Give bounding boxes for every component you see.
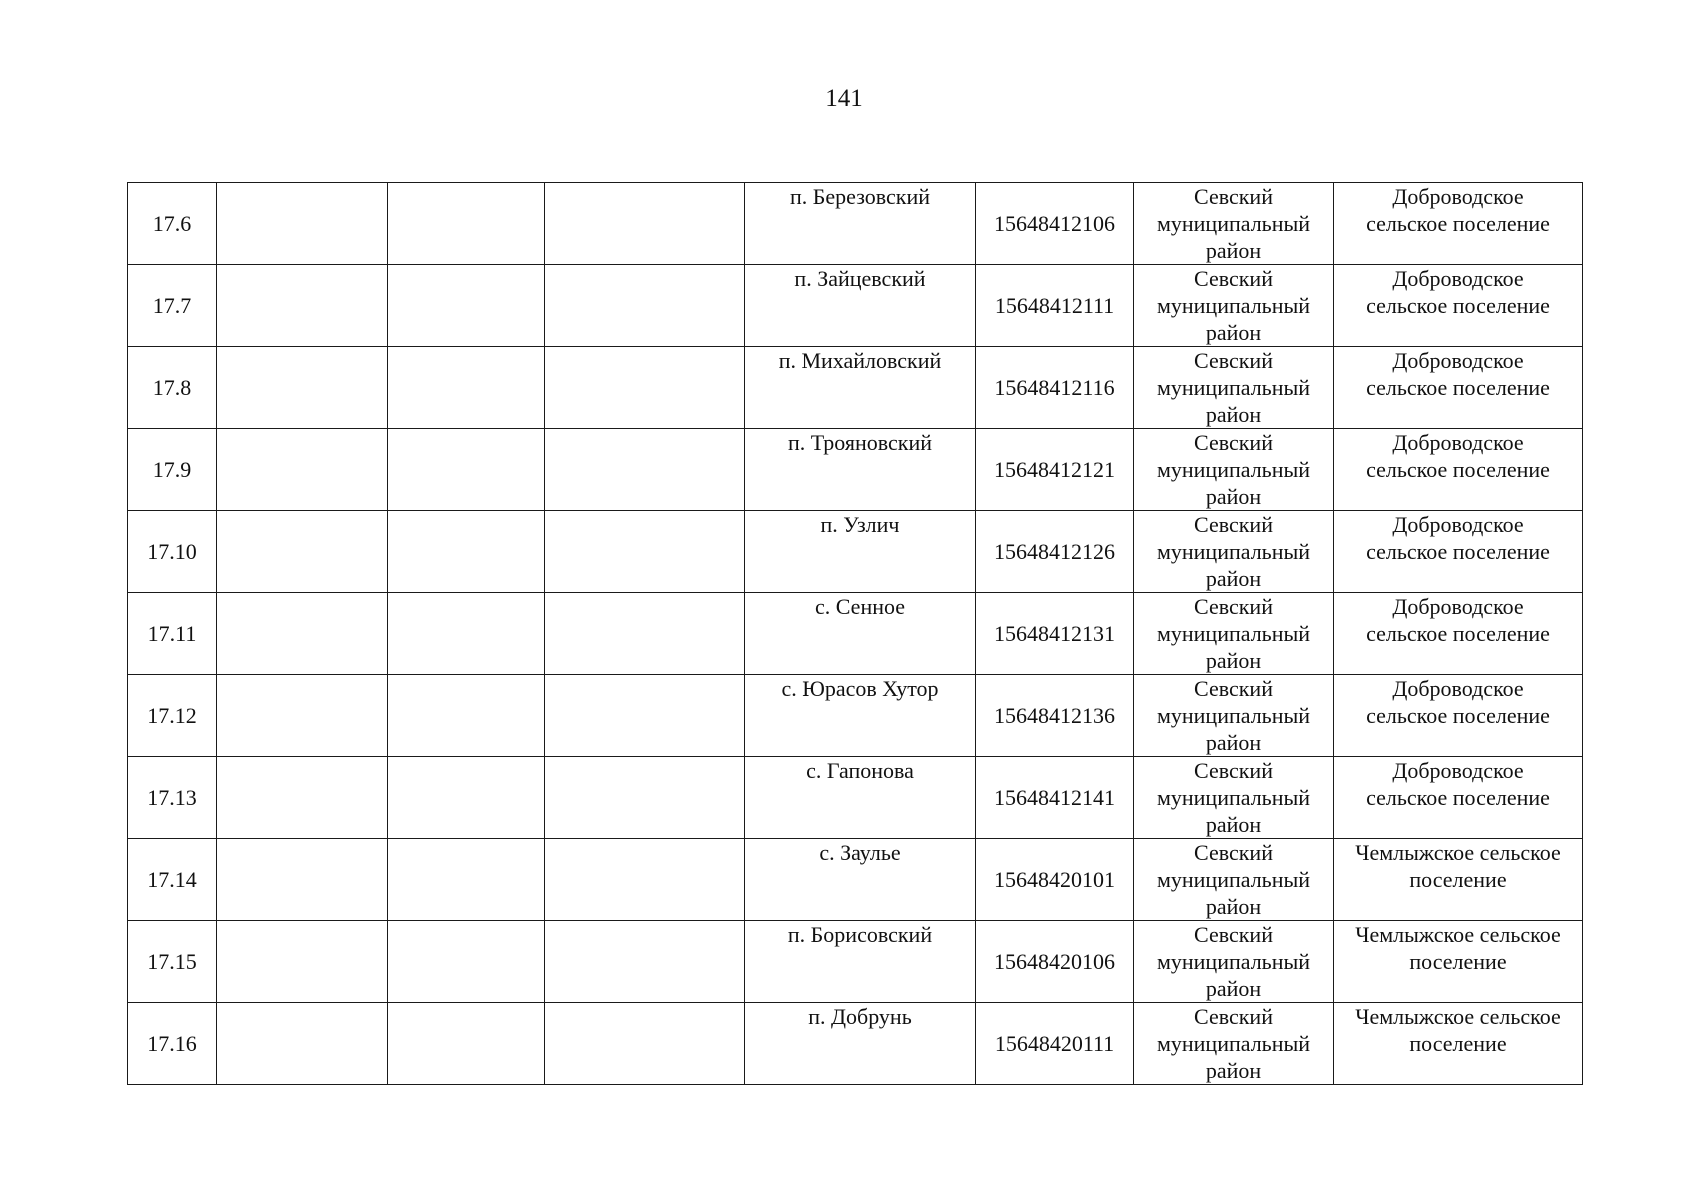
row-number-cell: 17.14 — [128, 839, 217, 921]
row-number-cell: 17.7 — [128, 265, 217, 347]
table-row — [128, 921, 1583, 1003]
row-number-cell: 17.12 — [128, 675, 217, 757]
district-line: район — [1205, 730, 1262, 755]
empty-cell — [545, 183, 745, 265]
oktmo-code-cell: 15648412141 — [976, 757, 1134, 839]
district-line: район — [1205, 484, 1262, 509]
place-name-cell: п. Березовский — [745, 183, 976, 265]
row-number-cell: 17.8 — [128, 347, 217, 429]
table-row — [128, 347, 1583, 429]
district-line: район — [1205, 976, 1262, 1001]
settlement-line: Чемлыжское сельское — [1355, 1004, 1561, 1029]
empty-cell — [388, 593, 545, 675]
table-row — [128, 511, 1583, 593]
empty-cell — [217, 265, 388, 347]
district-cell — [1134, 511, 1334, 593]
settlement-line: сельское поселение — [1366, 211, 1550, 236]
empty-cell — [545, 265, 745, 347]
district-line: район — [1205, 894, 1262, 919]
oktmo-code-cell: 15648412126 — [976, 511, 1134, 593]
table-row — [128, 429, 1583, 511]
table-row — [128, 265, 1583, 347]
oktmo-code-cell: 15648420106 — [976, 921, 1134, 1003]
district-line: район — [1205, 812, 1262, 837]
empty-cell — [545, 921, 745, 1003]
settlement-line: поселение — [1409, 867, 1507, 892]
table-row — [128, 839, 1583, 921]
row-number-cell: 17.6 — [128, 183, 217, 265]
district-cell — [1134, 1003, 1334, 1085]
empty-cell — [545, 839, 745, 921]
settlement-line: поселение — [1409, 1031, 1507, 1056]
district-line: район — [1205, 402, 1262, 427]
empty-cell — [545, 675, 745, 757]
district-line: муниципальный — [1156, 949, 1311, 974]
place-name-cell: с. Сенное — [745, 593, 976, 675]
district-line: муниципальный — [1156, 539, 1311, 564]
district-line: Севский — [1194, 758, 1273, 783]
place-name-cell: п. Узлич — [745, 511, 976, 593]
place-name-cell: п. Добрунь — [745, 1003, 976, 1085]
empty-cell — [217, 347, 388, 429]
settlement-line: Доброводское — [1392, 676, 1524, 701]
place-name-cell: с. Юрасов Хутор — [745, 675, 976, 757]
oktmo-code-cell: 15648412131 — [976, 593, 1134, 675]
empty-cell — [217, 593, 388, 675]
settlement-line: Доброводское — [1392, 758, 1524, 783]
district-cell — [1134, 429, 1334, 511]
district-line: муниципальный — [1156, 621, 1311, 646]
district-line: район — [1205, 648, 1262, 673]
row-number-cell: 17.11 — [128, 593, 217, 675]
oktmo-code-cell: 15648412106 — [976, 183, 1134, 265]
district-line: район — [1205, 320, 1262, 345]
empty-cell — [217, 183, 388, 265]
settlement-cell — [1334, 183, 1583, 265]
settlement-line: Доброводское — [1392, 266, 1524, 291]
settlement-cell — [1334, 429, 1583, 511]
settlement-line: Чемлыжское сельское — [1355, 922, 1561, 947]
place-name-cell: п. Борисовский — [745, 921, 976, 1003]
empty-cell — [545, 347, 745, 429]
district-line: Севский — [1194, 512, 1273, 537]
settlement-cell — [1334, 839, 1583, 921]
row-number-cell: 17.16 — [128, 1003, 217, 1085]
settlement-cell — [1334, 921, 1583, 1003]
settlements-table — [127, 182, 1583, 1085]
settlement-line: Доброводское — [1392, 348, 1524, 373]
empty-cell — [217, 921, 388, 1003]
settlement-line: Чемлыжское сельское — [1355, 840, 1561, 865]
district-line: район — [1205, 238, 1262, 263]
empty-cell — [388, 429, 545, 511]
settlement-line: сельское поселение — [1366, 293, 1550, 318]
row-number-cell: 17.13 — [128, 757, 217, 839]
settlement-line: сельское поселение — [1366, 539, 1550, 564]
district-cell — [1134, 839, 1334, 921]
empty-cell — [545, 1003, 745, 1085]
district-line: муниципальный — [1156, 293, 1311, 318]
district-line: Севский — [1194, 676, 1273, 701]
empty-cell — [388, 921, 545, 1003]
district-cell — [1134, 183, 1334, 265]
settlement-line: Доброводское — [1392, 512, 1524, 537]
district-cell — [1134, 675, 1334, 757]
empty-cell — [388, 347, 545, 429]
settlement-line: сельское поселение — [1366, 457, 1550, 482]
settlement-line: Доброводское — [1392, 430, 1524, 455]
district-line: Севский — [1194, 184, 1273, 209]
empty-cell — [545, 429, 745, 511]
page-number: 141 — [825, 85, 863, 112]
empty-cell — [217, 675, 388, 757]
district-cell — [1134, 347, 1334, 429]
oktmo-code-cell: 15648412111 — [976, 265, 1134, 347]
settlement-cell — [1334, 593, 1583, 675]
place-name-cell: п. Зайцевский — [745, 265, 976, 347]
district-line: муниципальный — [1156, 211, 1311, 236]
oktmo-code-cell: 15648412116 — [976, 347, 1134, 429]
district-line: Севский — [1194, 594, 1273, 619]
settlement-line: сельское поселение — [1366, 785, 1550, 810]
settlement-line: сельское поселение — [1366, 703, 1550, 728]
settlement-line: сельское поселение — [1366, 375, 1550, 400]
empty-cell — [545, 511, 745, 593]
empty-cell — [545, 757, 745, 839]
district-line: Севский — [1194, 1004, 1273, 1029]
empty-cell — [217, 839, 388, 921]
empty-cell — [217, 757, 388, 839]
empty-cell — [217, 429, 388, 511]
district-line: муниципальный — [1156, 703, 1311, 728]
district-line: Севский — [1194, 348, 1273, 373]
settlement-cell — [1334, 1003, 1583, 1085]
oktmo-code-cell: 15648420111 — [976, 1003, 1134, 1085]
district-line: Севский — [1194, 922, 1273, 947]
empty-cell — [388, 1003, 545, 1085]
settlement-cell — [1334, 265, 1583, 347]
district-line: район — [1205, 566, 1262, 591]
row-number-cell: 17.9 — [128, 429, 217, 511]
settlement-line: поселение — [1409, 949, 1507, 974]
table-row — [128, 675, 1583, 757]
settlement-line: Доброводское — [1392, 594, 1524, 619]
empty-cell — [388, 839, 545, 921]
place-name-cell: п. Михайловский — [745, 347, 976, 429]
district-cell — [1134, 265, 1334, 347]
district-line: Севский — [1194, 266, 1273, 291]
empty-cell — [388, 265, 545, 347]
place-name-cell: п. Трояновский — [745, 429, 976, 511]
empty-cell — [217, 511, 388, 593]
place-name-cell: с. Гапонова — [745, 757, 976, 839]
empty-cell — [388, 675, 545, 757]
district-cell — [1134, 921, 1334, 1003]
empty-cell — [217, 1003, 388, 1085]
empty-cell — [388, 511, 545, 593]
table-row — [128, 183, 1583, 265]
oktmo-code-cell: 15648420101 — [976, 839, 1134, 921]
empty-cell — [388, 183, 545, 265]
district-cell — [1134, 593, 1334, 675]
table-body — [128, 183, 1583, 1085]
district-line: муниципальный — [1156, 785, 1311, 810]
district-line: район — [1205, 1058, 1262, 1083]
place-name-cell: с. Заулье — [745, 839, 976, 921]
table-row — [128, 757, 1583, 839]
settlement-cell — [1334, 757, 1583, 839]
settlement-cell — [1334, 511, 1583, 593]
empty-cell — [388, 757, 545, 839]
oktmo-code-cell: 15648412136 — [976, 675, 1134, 757]
settlement-line: сельское поселение — [1366, 621, 1550, 646]
oktmo-code-cell: 15648412121 — [976, 429, 1134, 511]
settlement-cell — [1334, 675, 1583, 757]
district-line: Севский — [1194, 430, 1273, 455]
district-line: муниципальный — [1156, 375, 1311, 400]
empty-cell — [545, 593, 745, 675]
row-number-cell: 17.15 — [128, 921, 217, 1003]
table-row — [128, 1003, 1583, 1085]
table-row — [128, 593, 1583, 675]
district-line: муниципальный — [1156, 867, 1311, 892]
district-cell — [1134, 757, 1334, 839]
district-line: муниципальный — [1156, 457, 1311, 482]
district-line: муниципальный — [1156, 1031, 1311, 1056]
settlement-cell — [1334, 347, 1583, 429]
district-line: Севский — [1194, 840, 1273, 865]
row-number-cell: 17.10 — [128, 511, 217, 593]
settlement-line: Доброводское — [1392, 184, 1524, 209]
